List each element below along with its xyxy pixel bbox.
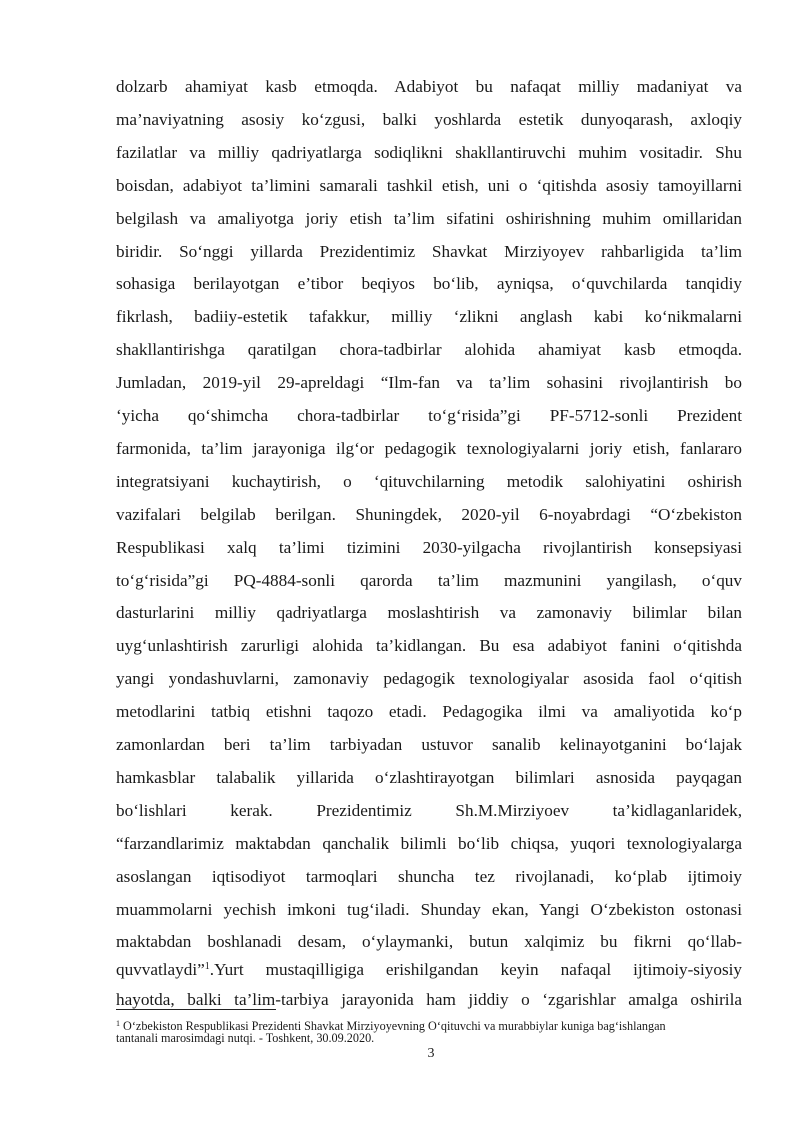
body-line: fazilatlar va milliy qadriyatlarga sodiqlikni shakllantiruvchi muhim vositadir. Shu bbox=[116, 142, 742, 162]
body-line: boisdan, adabiyot ta’limini samarali tashkil etish, uni o ‘qitishda asosiy tamoyillarni bbox=[116, 175, 742, 195]
body-line: Respublikasi xalq ta’limi tizimini 2030-yilgacha rivojlantirish konsepsiyasi bbox=[116, 537, 742, 557]
body-line: asoslangan iqtisodiyot tarmoqlari shuncha tez rivojlanadi, ko‘plab ijtimoiy bbox=[116, 866, 742, 886]
body-line: yangi yondashuvlarni, zamonaviy pedagogik texnologiyalar asosida faol o‘qitish bbox=[116, 669, 742, 689]
body-line: sohasiga berilayotgan e’tibor beqiyos bo‘lib, ayniqsa, o‘quvchilarda tanqidiy bbox=[116, 274, 742, 294]
quote-end-text: quvvatlaydi” bbox=[116, 960, 205, 979]
body-line: metodlarini tatbiq etishni taqozo etadi. Pedagogika ilmi va amaliyotida ko‘p bbox=[116, 702, 742, 722]
body-line: “farzandlarimiz maktabdan qanchalik bilimli bo‘lib chiqsa, yuqori texnologiyalarga bbox=[116, 833, 742, 853]
body-line: biridir. So‘nggi yillarda Prezidentimiz Shavkat Mirziyoyev rahbarligida ta’lim bbox=[116, 241, 742, 261]
body-line: zamonlardan beri ta’lim tarbiyadan ustuvor sanalib kelinayotganini bo‘lajak bbox=[116, 735, 742, 754]
body-line: maktabdan boshlanadi desam, o‘ylaymanki, butun xalqimiz bu fikrni qo‘llab- bbox=[116, 932, 742, 952]
body-line: belgilash va amaliyotga joriy etish ta’lim sifatini oshirishning muhim omillaridan bbox=[116, 208, 742, 228]
body-line: hamkasblar talabalik yillarida o‘zlashtirayotgan bilimlari asnosida payqagan bbox=[116, 767, 742, 787]
body-line: fikrlash, badiiy-estetik tafakkur, milliy ‘zlikni anglash kabi ko‘nikmalarni bbox=[116, 307, 742, 327]
footnote-text-line-1: O‘zbekiston Respublikasi Prezidenti Shavkat Mirziyoyevning O‘qituvchi va murabbiylar kuniga bag‘ishlangan bbox=[120, 1019, 666, 1033]
footnote-text-line-2: tantanali marosimdagi nutqi. - Toshkent, 30.09.2020. bbox=[116, 1031, 375, 1045]
body-line: integratsiyani kuchaytirish, o ‘qituvchilarning metodik salohiyatini oshirish bbox=[116, 471, 742, 491]
body-line: ma’naviyatning asosiy ko‘zgusi, balki yoshlarda estetik dunyoqarash, axloqiy bbox=[116, 109, 742, 129]
sentence-continuation: .Yurt mustaqilligiga erishilgandan keyin nafaqal ijtimoiy-siyosiy bbox=[209, 960, 742, 979]
footnote-separator bbox=[116, 1009, 276, 1010]
body-line: ‘yicha qo‘shimcha chora-tadbirlar to‘g‘risida”gi PF-5712-sonli Prezident bbox=[116, 406, 742, 425]
body-line: bo‘lishlari kerak. Prezidentimiz Sh.M.Mirziyoev ta’kidlaganlaridek, bbox=[116, 800, 742, 820]
footnote-reference[interactable]: 1 bbox=[204, 961, 210, 972]
body-line: farmonida, ta’lim jarayoniga ilg‘or pedagogik texnologiyalarni joriy etish, fanlararo bbox=[116, 438, 742, 458]
body-line: dasturlarini milliy qadriyatlarga moslashtirish va zamonaviy bilimlar bilan bbox=[116, 603, 742, 623]
body-line: vazifalari belgilab berilgan. Shuningdek, 2020-yil 6-noyabrdagi “O‘zbekiston bbox=[116, 504, 742, 524]
body-line: dolzarb ahamiyat kasb etmoqda. Adabiyot bu nafaqat milliy madaniyat va bbox=[116, 77, 742, 96]
body-line: Jumladan, 2019-yil 29-apreldagi “Ilm-fan va ta’lim sohasini rivojlantirish bo bbox=[116, 373, 742, 393]
page-number: 3 bbox=[427, 1046, 435, 1061]
body-line: shakllantirishga qaratilgan chora-tadbirlar alohida ahamiyat kasb etmoqda. bbox=[116, 340, 742, 360]
body-line: to‘g‘risida”gi PQ-4884-sonli qarorda ta’lim mazmunini yangilash, o‘quv bbox=[116, 570, 742, 590]
body-line: muammolarni yechish imkoni tug‘iladi. Shunday ekan, Yangi O‘zbekiston ostonasi bbox=[116, 899, 742, 919]
quote-end-line bbox=[116, 957, 742, 980]
body-line: uyg‘unlashtirish zarurligi alohida ta’kidlangan. Bu esa adabiyot fanini o‘qitishda bbox=[116, 636, 742, 656]
last-body-line: hayotda, balki ta’lim-tarbiya jarayonida ham jiddiy o ‘zgarishlar amalga oshirila bbox=[116, 990, 742, 1009]
footnote-marker: 1 bbox=[116, 1019, 120, 1028]
